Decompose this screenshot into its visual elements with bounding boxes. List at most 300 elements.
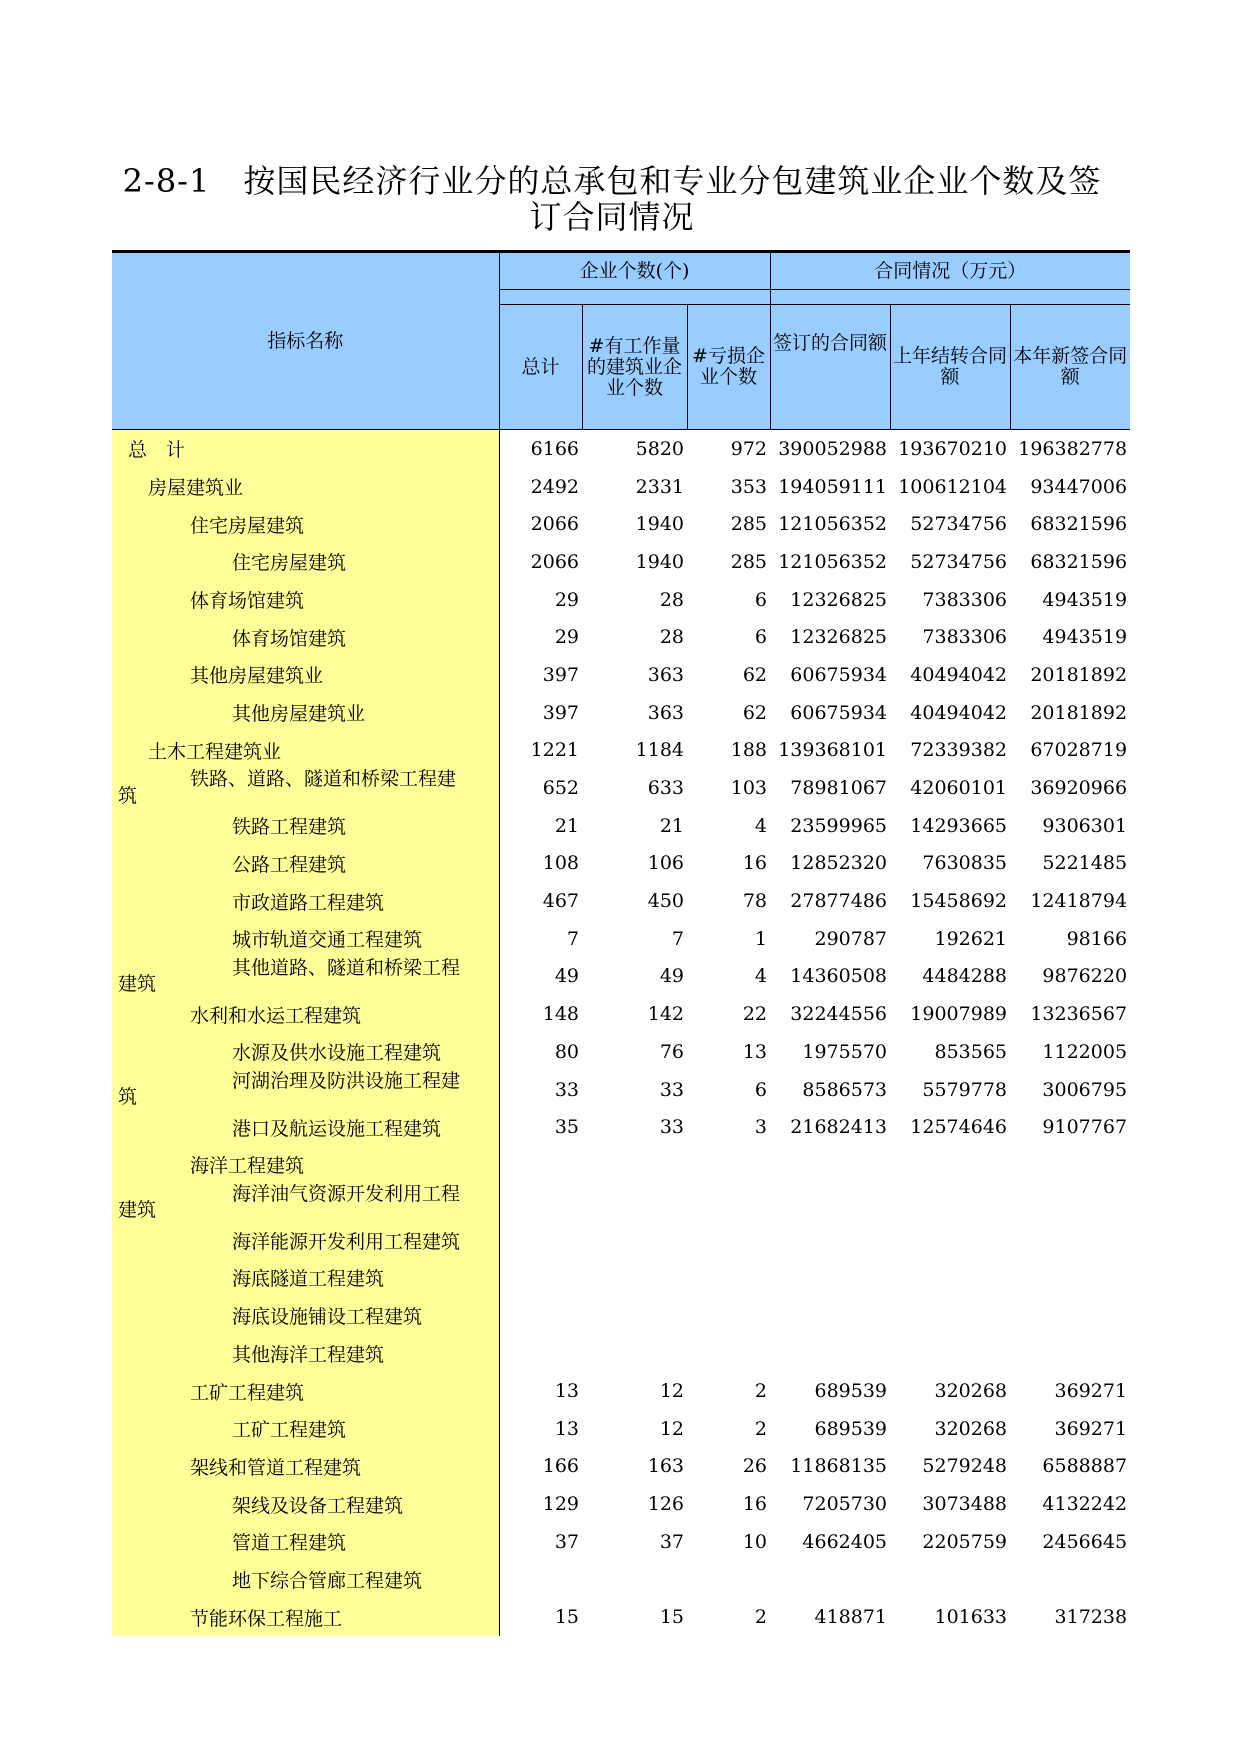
cell-new: 12418794	[1030, 890, 1128, 913]
cell-signed: 8586573	[802, 1078, 888, 1101]
cell-loss: 6	[754, 1078, 768, 1101]
cell-work: 33	[659, 1116, 684, 1139]
cell-new: 369271	[1054, 1417, 1128, 1440]
row-name-cell	[112, 430, 499, 468]
cell-signed: 12852320	[790, 852, 888, 875]
row-name: 住宅房屋建筑	[232, 552, 347, 575]
row-name: 住宅房屋建筑	[190, 514, 305, 537]
cell-carried: 4484288	[922, 965, 1008, 988]
cell-total	[499, 1184, 582, 1222]
cell-total: 35	[554, 1116, 579, 1139]
cell-loss: 4	[754, 814, 768, 837]
cell-signed: 290787	[814, 927, 888, 950]
row-name-line-1: 铁路、道路、隧道和桥梁工程建	[190, 768, 457, 791]
cell-carried	[890, 1146, 1010, 1184]
header-with-work: #有工作量的建筑业企业个数	[582, 305, 687, 430]
cell-total: 29	[554, 588, 579, 611]
cell-loss: 188	[730, 739, 768, 762]
cell-work: 15	[659, 1606, 684, 1629]
row-name-line-2: 建筑	[118, 973, 157, 996]
cell-total: 652	[542, 777, 579, 800]
cell-signed	[770, 1335, 890, 1373]
table-row	[112, 1485, 1130, 1523]
row-name: 公路工程建筑	[232, 853, 347, 876]
cell-total: 148	[542, 1003, 579, 1026]
row-name-cell	[112, 1335, 499, 1373]
cell-loss	[687, 1259, 770, 1297]
row-name: 城市轨道交通工程建筑	[232, 929, 423, 952]
table-row	[112, 1184, 1130, 1222]
row-name-cell	[112, 1448, 499, 1486]
table-row	[112, 505, 1130, 543]
row-name-cell	[112, 995, 499, 1033]
cell-signed	[770, 1561, 890, 1599]
cell-work: 49	[659, 965, 684, 988]
cell-loss: 4	[754, 965, 768, 988]
cell-carried: 40494042	[910, 663, 1008, 686]
cell-carried: 72339382	[910, 739, 1008, 762]
cell-work: 12	[659, 1417, 684, 1440]
cell-new: 68321596	[1030, 550, 1128, 573]
cell-signed: 689539	[814, 1380, 888, 1403]
row-name: 海底设施铺设工程建筑	[232, 1306, 423, 1329]
cell-new: 9306301	[1042, 814, 1128, 837]
cell-total: 37	[554, 1530, 579, 1553]
cell-total: 49	[554, 965, 579, 988]
header-gap-left	[499, 290, 770, 305]
cell-total	[499, 1221, 582, 1259]
row-name-cell	[112, 769, 499, 807]
cell-carried: 15458692	[910, 890, 1008, 913]
cell-new: 4943519	[1042, 588, 1128, 611]
row-name-cell	[112, 1108, 499, 1146]
cell-signed: 7205730	[802, 1493, 888, 1516]
table-row	[112, 468, 1130, 506]
cell-carried: 42060101	[910, 777, 1008, 800]
cell-carried: 12574646	[910, 1116, 1008, 1139]
cell-total: 108	[542, 852, 579, 875]
cell-total: 397	[542, 663, 579, 686]
row-name-cell	[112, 543, 499, 581]
table-row	[112, 656, 1130, 694]
cell-new: 13236567	[1030, 1003, 1128, 1026]
cell-work: 163	[647, 1455, 684, 1478]
table-row	[112, 807, 1130, 845]
table-body	[112, 430, 1130, 1637]
cell-loss: 2	[754, 1380, 768, 1403]
cell-signed	[770, 1184, 890, 1222]
table-row	[112, 1108, 1130, 1146]
cell-work: 1184	[635, 739, 684, 762]
cell-carried: 19007989	[910, 1003, 1008, 1026]
cell-work: 106	[647, 852, 684, 875]
table-row	[112, 1297, 1130, 1335]
statistics-table	[112, 250, 1130, 1636]
cell-new: 4132242	[1042, 1493, 1128, 1516]
cell-work: 12	[659, 1380, 684, 1403]
cell-new	[1010, 1561, 1130, 1599]
cell-total: 467	[542, 890, 579, 913]
row-name-line-2: 建筑	[118, 1199, 157, 1222]
row-name-cell	[112, 920, 499, 958]
row-name-line-1: 其他道路、隧道和桥梁工程	[232, 956, 461, 979]
cell-total: 166	[542, 1455, 579, 1478]
cell-loss: 16	[742, 1493, 768, 1516]
header-total: 总计	[499, 305, 582, 430]
cell-total	[499, 1297, 582, 1335]
row-name-cell	[112, 1033, 499, 1071]
cell-total: 29	[554, 626, 579, 649]
cell-carried	[890, 1221, 1010, 1259]
cell-total	[499, 1561, 582, 1599]
cell-carried: 7630835	[922, 852, 1008, 875]
table-row	[112, 958, 1130, 996]
cell-new	[1010, 1146, 1130, 1184]
table-row	[112, 1598, 1130, 1636]
cell-work: 76	[659, 1040, 684, 1063]
cell-work	[582, 1259, 687, 1297]
row-name-cell	[112, 882, 499, 920]
cell-total: 7	[566, 927, 579, 950]
row-name-cell	[112, 468, 499, 506]
cell-new	[1010, 1259, 1130, 1297]
cell-carried: 320268	[934, 1380, 1008, 1403]
cell-carried	[890, 1335, 1010, 1373]
row-name-cell	[112, 958, 499, 996]
cell-loss: 2	[754, 1417, 768, 1440]
cell-new: 20181892	[1030, 663, 1128, 686]
cell-signed: 12326825	[790, 588, 888, 611]
cell-work: 7	[671, 927, 684, 950]
row-name-line-2: 筑	[118, 1086, 138, 1109]
row-name: 架线和管道工程建筑	[190, 1456, 362, 1479]
cell-work	[582, 1221, 687, 1259]
cell-carried: 52734756	[910, 550, 1008, 573]
row-name-cell	[112, 1485, 499, 1523]
cell-total: 1221	[530, 739, 579, 762]
cell-signed: 21682413	[790, 1116, 888, 1139]
cell-signed: 139368101	[778, 739, 888, 762]
cell-new: 1122005	[1042, 1040, 1128, 1063]
cell-work	[582, 1561, 687, 1599]
cell-signed: 4662405	[802, 1530, 888, 1553]
cell-new: 93447006	[1030, 475, 1128, 498]
cell-work: 450	[647, 890, 684, 913]
table-row	[112, 543, 1130, 581]
cell-total: 13	[554, 1417, 579, 1440]
header-gap-right	[770, 290, 1130, 305]
row-name: 房屋建筑业	[148, 477, 244, 500]
cell-signed: 12326825	[790, 626, 888, 649]
cell-carried: 320268	[934, 1417, 1008, 1440]
row-name: 总 计	[128, 439, 186, 462]
cell-signed: 23599965	[790, 814, 888, 837]
table-row	[112, 1561, 1130, 1599]
row-name-cell	[112, 1297, 499, 1335]
cell-carried: 14293665	[910, 814, 1008, 837]
row-name: 海洋能源开发利用工程建筑	[232, 1230, 461, 1253]
cell-new: 6588887	[1042, 1455, 1128, 1478]
cell-work: 33	[659, 1078, 684, 1101]
row-name-cell	[112, 1372, 499, 1410]
cell-carried: 100612104	[898, 475, 1008, 498]
cell-carried: 853565	[934, 1040, 1008, 1063]
row-name-cell	[112, 1523, 499, 1561]
cell-total	[499, 1146, 582, 1184]
cell-work: 363	[647, 663, 684, 686]
table-row	[112, 1448, 1130, 1486]
cell-total: 129	[542, 1493, 579, 1516]
cell-total: 33	[554, 1078, 579, 1101]
row-name-cell	[112, 1259, 499, 1297]
row-name-cell	[112, 618, 499, 656]
row-name: 铁路工程建筑	[232, 816, 347, 839]
cell-signed: 32244556	[790, 1003, 888, 1026]
cell-new: 2456645	[1042, 1530, 1128, 1553]
row-name-cell	[112, 581, 499, 619]
cell-signed: 418871	[814, 1606, 888, 1629]
table-row	[112, 1335, 1130, 1373]
cell-signed	[770, 1297, 890, 1335]
cell-signed: 27877486	[790, 890, 888, 913]
title-line-1: 2-8-1 按国民经济行业分的总承包和专业分包建筑业企业个数及签	[122, 162, 1102, 200]
cell-total: 80	[554, 1040, 579, 1063]
row-name-cell	[112, 1410, 499, 1448]
cell-signed: 1975570	[802, 1040, 888, 1063]
cell-new: 4943519	[1042, 626, 1128, 649]
cell-total: 2492	[530, 475, 579, 498]
table-row	[112, 430, 1130, 468]
cell-loss: 78	[742, 890, 768, 913]
table-row	[112, 694, 1130, 732]
row-name-line-1: 海洋油气资源开发利用工程	[232, 1182, 461, 1205]
cell-carried	[890, 1259, 1010, 1297]
cell-signed: 60675934	[790, 663, 888, 686]
cell-carried	[890, 1297, 1010, 1335]
cell-work: 1940	[635, 513, 684, 536]
row-name-cell	[112, 694, 499, 732]
cell-carried: 192621	[934, 927, 1008, 950]
cell-total: 397	[542, 701, 579, 724]
table-row	[112, 1221, 1130, 1259]
cell-loss	[687, 1297, 770, 1335]
cell-loss: 2	[754, 1606, 768, 1629]
cell-work: 21	[659, 814, 684, 837]
cell-new	[1010, 1297, 1130, 1335]
row-name: 地下综合管廊工程建筑	[232, 1569, 423, 1592]
cell-new	[1010, 1335, 1130, 1373]
row-name-line-2: 筑	[118, 784, 138, 807]
row-name: 节能环保工程施工	[190, 1607, 343, 1630]
row-name: 其他房屋建筑业	[190, 665, 324, 688]
row-name-cell	[112, 732, 499, 770]
cell-carried: 5579778	[922, 1078, 1008, 1101]
row-name-cell	[112, 1184, 499, 1222]
cell-work: 633	[647, 777, 684, 800]
cell-new	[1010, 1221, 1130, 1259]
cell-new: 5221485	[1042, 852, 1128, 875]
table-row	[112, 1259, 1130, 1297]
row-name: 体育场馆建筑	[190, 590, 305, 613]
cell-total: 21	[554, 814, 579, 837]
cell-new: 9876220	[1042, 965, 1128, 988]
row-name: 架线及设备工程建筑	[232, 1494, 404, 1517]
table-row	[112, 1410, 1130, 1448]
row-name: 管道工程建筑	[232, 1532, 347, 1555]
table-row	[112, 995, 1130, 1033]
cell-carried: 193670210	[898, 437, 1008, 460]
cell-signed	[770, 1259, 890, 1297]
cell-signed: 60675934	[790, 701, 888, 724]
row-name: 水利和水运工程建筑	[190, 1004, 362, 1027]
cell-total: 2066	[530, 550, 579, 573]
cell-signed: 78981067	[790, 777, 888, 800]
header-signed: 签订的合同额	[770, 305, 890, 430]
cell-carried: 7383306	[922, 588, 1008, 611]
cell-signed: 390052988	[778, 437, 888, 460]
row-name: 体育场馆建筑	[232, 627, 347, 650]
cell-carried: 52734756	[910, 513, 1008, 536]
cell-loss: 10	[742, 1530, 768, 1553]
cell-new: 196382778	[1018, 437, 1128, 460]
cell-signed: 11868135	[790, 1455, 888, 1478]
cell-signed: 689539	[814, 1417, 888, 1440]
row-name-cell	[112, 505, 499, 543]
cell-carried: 7383306	[922, 626, 1008, 649]
cell-signed: 194059111	[778, 475, 888, 498]
cell-work: 5820	[635, 437, 684, 460]
table-row	[112, 1146, 1130, 1184]
cell-loss: 22	[742, 1003, 768, 1026]
cell-loss: 6	[754, 588, 768, 611]
row-name-cell	[112, 1221, 499, 1259]
page-title	[112, 163, 1112, 235]
cell-loss	[687, 1561, 770, 1599]
cell-loss	[687, 1221, 770, 1259]
cell-new: 68321596	[1030, 513, 1128, 536]
cell-carried: 2205759	[922, 1530, 1008, 1553]
header-new: 本年新签合同额	[1010, 305, 1130, 430]
cell-new: 67028719	[1030, 739, 1128, 762]
row-name: 海洋工程建筑	[190, 1155, 305, 1178]
row-name-line-1: 河湖治理及防洪设施工程建	[232, 1069, 461, 1092]
cell-signed	[770, 1221, 890, 1259]
table-header	[112, 252, 1130, 430]
cell-new: 20181892	[1030, 701, 1128, 724]
cell-loss	[687, 1146, 770, 1184]
cell-signed: 121056352	[778, 513, 888, 536]
cell-total	[499, 1335, 582, 1373]
cell-loss: 26	[742, 1455, 768, 1478]
cell-work	[582, 1146, 687, 1184]
header-loss: #亏损企业个数	[687, 305, 770, 430]
cell-work	[582, 1184, 687, 1222]
table-row	[112, 1033, 1130, 1071]
cell-loss: 6	[754, 626, 768, 649]
row-name-cell	[112, 1146, 499, 1184]
cell-carried: 40494042	[910, 701, 1008, 724]
row-name-cell	[112, 807, 499, 845]
cell-work	[582, 1297, 687, 1335]
row-name: 市政道路工程建筑	[232, 891, 385, 914]
table-row	[112, 769, 1130, 807]
cell-work: 142	[647, 1003, 684, 1026]
cell-work	[582, 1335, 687, 1373]
row-name: 海底隧道工程建筑	[232, 1268, 385, 1291]
header-group-enterprises: 企业个数(个)	[499, 252, 770, 290]
table-row	[112, 618, 1130, 656]
cell-new: 98166	[1066, 927, 1128, 950]
table-row	[112, 581, 1130, 619]
table-row	[112, 1071, 1130, 1109]
title-line-2: 订合同情况	[529, 198, 695, 236]
cell-work: 28	[659, 626, 684, 649]
cell-loss: 353	[730, 475, 768, 498]
cell-loss	[687, 1335, 770, 1373]
cell-new: 317238	[1054, 1606, 1128, 1629]
table-row	[112, 920, 1130, 958]
row-name: 工矿工程建筑	[232, 1419, 347, 1442]
cell-loss: 62	[742, 663, 768, 686]
cell-new: 369271	[1054, 1380, 1128, 1403]
cell-work: 37	[659, 1530, 684, 1553]
cell-work: 28	[659, 588, 684, 611]
cell-loss: 62	[742, 701, 768, 724]
cell-total: 13	[554, 1380, 579, 1403]
cell-work: 126	[647, 1493, 684, 1516]
cell-carried	[890, 1184, 1010, 1222]
cell-loss: 103	[730, 777, 768, 800]
row-name: 其他海洋工程建筑	[232, 1343, 385, 1366]
cell-loss: 1	[754, 927, 768, 950]
cell-new: 3006795	[1042, 1078, 1128, 1101]
cell-loss: 972	[730, 437, 768, 460]
cell-total: 2066	[530, 513, 579, 536]
row-name-cell	[112, 1598, 499, 1636]
cell-loss: 285	[730, 550, 768, 573]
cell-carried: 3073488	[922, 1493, 1008, 1516]
row-name: 土木工程建筑业	[148, 740, 282, 763]
cell-loss: 285	[730, 513, 768, 536]
row-name-cell	[112, 1561, 499, 1599]
row-name: 其他房屋建筑业	[232, 703, 366, 726]
cell-new: 9107767	[1042, 1116, 1128, 1139]
cell-new: 36920966	[1030, 777, 1128, 800]
cell-new	[1010, 1184, 1130, 1222]
cell-loss: 13	[742, 1040, 768, 1063]
cell-total	[499, 1259, 582, 1297]
header-carried: 上年结转合同额	[890, 305, 1010, 430]
cell-work: 2331	[635, 475, 684, 498]
table-row	[112, 845, 1130, 883]
header-indicator-name: 指标名称	[112, 252, 499, 430]
header-group-contracts: 合同情况（万元）	[770, 252, 1130, 290]
cell-work: 1940	[635, 550, 684, 573]
cell-signed: 121056352	[778, 550, 888, 573]
cell-total: 15	[554, 1606, 579, 1629]
table-row	[112, 1523, 1130, 1561]
cell-loss	[687, 1184, 770, 1222]
row-name: 水源及供水设施工程建筑	[232, 1042, 442, 1065]
table-row	[112, 732, 1130, 770]
row-name: 港口及航运设施工程建筑	[232, 1117, 442, 1140]
row-name-cell	[112, 1071, 499, 1109]
cell-total: 6166	[530, 437, 579, 460]
cell-carried: 5279248	[922, 1455, 1008, 1478]
cell-carried	[890, 1561, 1010, 1599]
row-name-cell	[112, 845, 499, 883]
table-row	[112, 1372, 1130, 1410]
